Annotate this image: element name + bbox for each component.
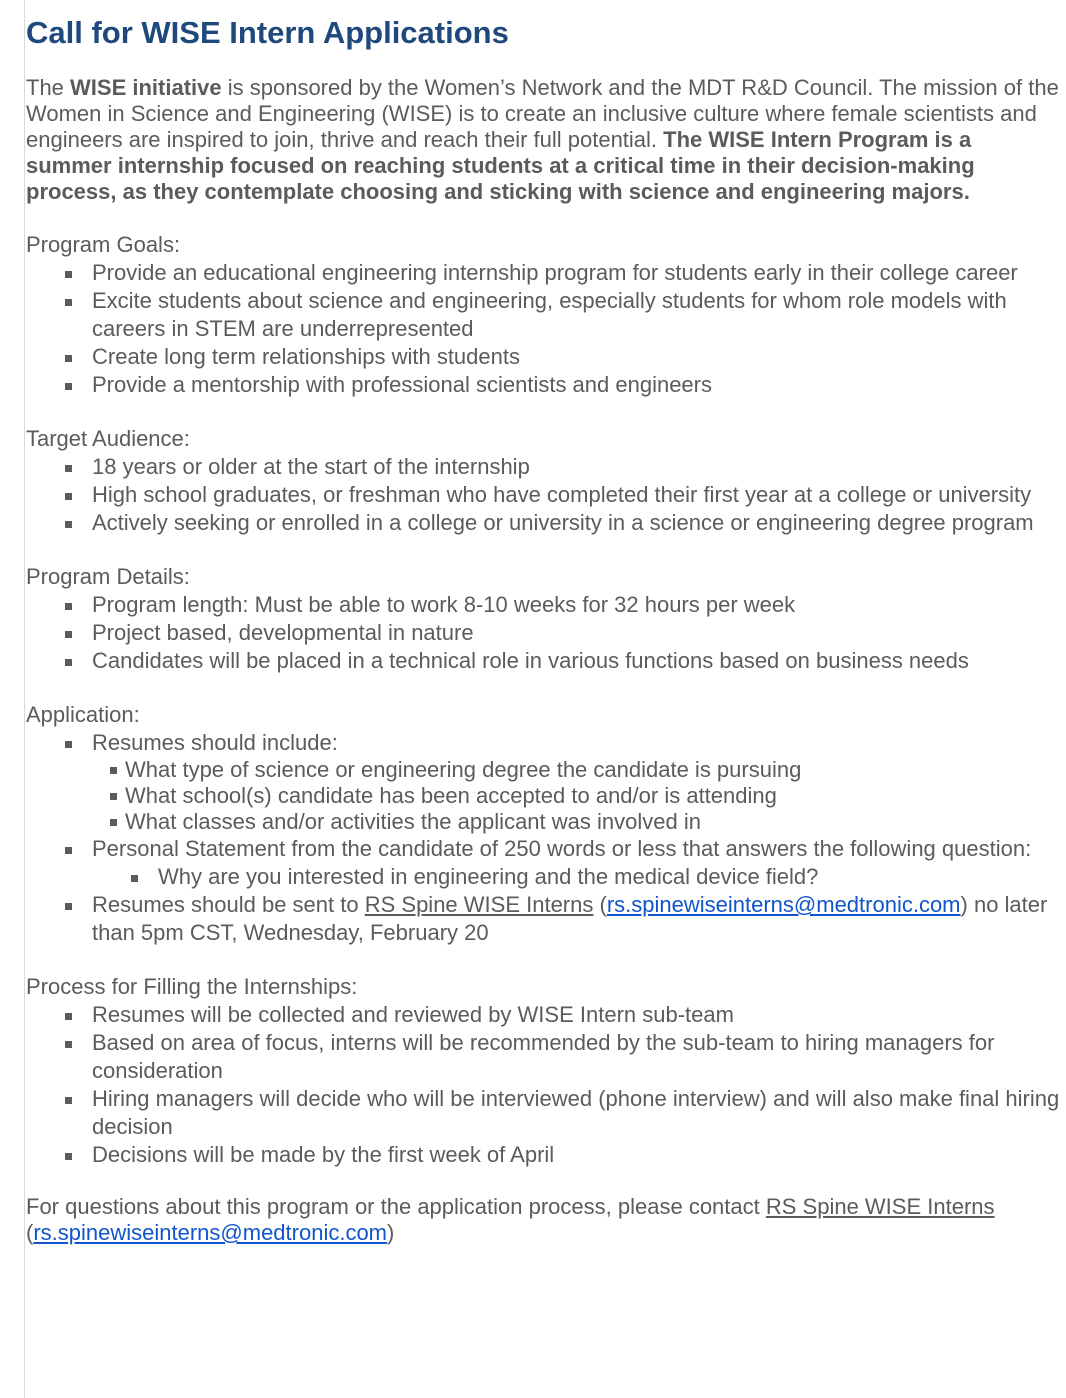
list-item: Create long term relationships with students xyxy=(26,343,1062,371)
application-list xyxy=(26,729,1062,947)
process-heading: Process for Filling the Internships: xyxy=(26,974,358,999)
list-item: Based on area of focus, interns will be recommended by the sub-team to hiring managers for consideration xyxy=(26,1029,1062,1085)
list-item: Resumes will be collected and reviewed by WISE Intern sub-team xyxy=(26,1001,1062,1029)
details-heading: Program Details: xyxy=(26,564,190,589)
send-suffix-text: ) no later than 5pm CST, Wednesday, February 20 xyxy=(92,892,1048,945)
list-item: What school(s) candidate has been accepted to and/or is attending xyxy=(26,783,1062,809)
list-item xyxy=(26,891,1062,947)
intro-paragraph xyxy=(26,75,1062,205)
paren-close: ) xyxy=(387,1220,395,1245)
rs-spine-wise-interns-link[interactable]: RS Spine WISE Interns xyxy=(765,1194,995,1219)
list-item: Why are you interested in engineering and the medical device field? xyxy=(26,863,1062,891)
list-item: Hiring managers will decide who will be interviewed (phone interview) and will also make final hiring decision xyxy=(26,1085,1062,1141)
email-link[interactable]: rs.spinewiseinterns@medtronic.com xyxy=(606,892,961,917)
intro-text-2: is sponsored by the Women’s Network and the MDT R&D Council. The mission of the Women in Science and Engineering (WISE) is to create an inclusive culture where female scientists and engineers are inspired to join, thrive and reach their full potential. xyxy=(26,75,1059,152)
list-item: Provide a mentorship with professional scientists and engineers xyxy=(26,371,1062,399)
list-item: Actively seeking or enrolled in a college or university in a science or engineering degree program xyxy=(26,509,1062,537)
intro-bold-wise-initiative: WISE initiative xyxy=(70,75,222,100)
list-item: Provide an educational engineering internship program for students early in their college career xyxy=(26,259,1062,287)
list-item xyxy=(26,729,1062,835)
statement-question-list xyxy=(92,863,1062,891)
contact-paragraph xyxy=(26,1194,1062,1246)
process-list xyxy=(26,1001,1062,1169)
paren-open: ( xyxy=(26,1220,34,1245)
list-item: High school graduates, or freshman who have completed their first year at a college or university xyxy=(26,481,1062,509)
send-prefix-text: Resumes should be sent to xyxy=(92,892,365,917)
personal-statement-text: Personal Statement from the candidate of 250 words or less that answers the following question: xyxy=(92,836,1032,861)
goals-heading: Program Goals: xyxy=(26,232,181,257)
list-item: What classes and/or activities the applicant was involved in xyxy=(26,809,1062,835)
list-item: Program length: Must be able to work 8-10 weeks for 32 hours per week xyxy=(26,591,1062,619)
left-margin-rule xyxy=(24,0,25,1398)
rs-spine-wise-interns-link[interactable]: RS Spine WISE Interns xyxy=(364,892,594,917)
application-heading: Application: xyxy=(26,702,140,727)
list-item: Project based, developmental in nature xyxy=(26,619,1062,647)
audience-heading: Target Audience: xyxy=(26,426,190,451)
list-item: Candidates will be placed in a technical role in various functions based on business needs xyxy=(26,647,1062,675)
page-title: Call for WISE Intern Applications xyxy=(26,15,509,50)
list-item: Excite students about science and engineering, especially students for whom role models with careers in STEM are underrepresented xyxy=(26,287,1062,343)
document-body xyxy=(26,0,1062,1246)
email-link[interactable]: rs.spinewiseinterns@medtronic.com xyxy=(33,1220,388,1245)
list-item: Decisions will be made by the first week of April xyxy=(26,1141,1062,1169)
contact-prefix-text: For questions about this program or the application process, please contact xyxy=(26,1194,766,1219)
details-list xyxy=(26,591,1062,675)
goals-list xyxy=(26,259,1062,399)
resume-items-list xyxy=(92,757,1062,835)
list-item: What type of science or engineering degree the candidate is pursuing xyxy=(26,757,1062,783)
list-item: 18 years or older at the start of the internship xyxy=(26,453,1062,481)
audience-list xyxy=(26,453,1062,537)
resumes-include-label: Resumes should include: xyxy=(92,730,338,755)
intro-text-1: The xyxy=(26,75,71,100)
intro-bold-program-summary: The WISE Intern Program is a summer internship focused on reaching students at a critical time in their decision-making process, as they contemplate choosing and sticking with science and engineering majors. xyxy=(26,127,975,204)
list-item xyxy=(26,835,1062,891)
paren-open: ( xyxy=(593,892,607,917)
